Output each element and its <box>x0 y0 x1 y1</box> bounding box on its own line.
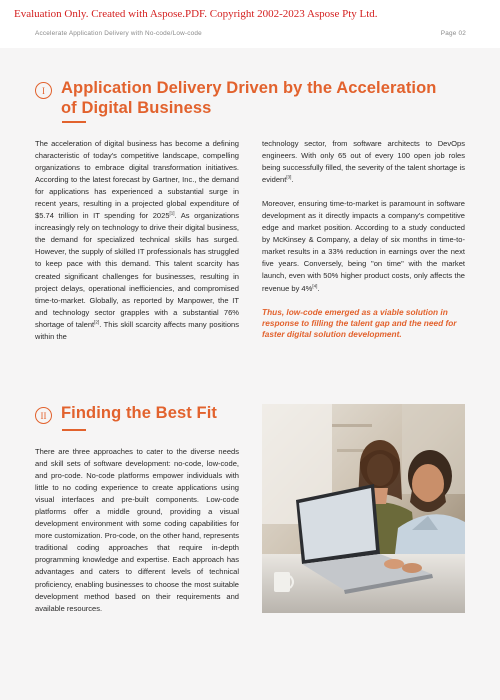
paragraph-text: technology sector, from software architects to DevOps engineers. With only 65 out of every 100 open job roles being successfully filled, the severity of the talent shortage is evident <box>262 139 465 185</box>
paragraph-text: The acceleration of digital business has become a defining characteristic of today's competitive landscape, compelling organizations to embrace digital transformation initiatives. According to the latest forecast by Gartner, Inc., the demand for applications has experienced a substantial surge in recent years, resulting in a projected global expenditure of $5.74 trillion in IT spending for 2025 <box>35 139 239 221</box>
section-1-left-column <box>35 138 239 343</box>
document-title: Accelerate Application Delivery with No-code/Low-code <box>35 29 202 37</box>
section-2-numeral: II <box>35 407 52 424</box>
section-1-underline <box>62 121 86 123</box>
paragraph-text: Moreover, ensuring time-to-market is paramount in software development as it directly impacts a company's competitive edge and market position. According to a study conducted by McKinsey & Company, a delay of six months in time-to-market results in a 33% reduction in earnings over the next five years. Conversely, being "on time" with the market launch, even with 50% higher product costs, only affects the revenue by 4% <box>262 199 465 293</box>
paragraph-text: . <box>291 175 294 185</box>
paragraph-text: . As organizations increasingly rely on technology to drive their digital business, the demand for specialized technical skills has surged. However, the supply of skilled IT professionals has struggled to keep pace with this demand. This talent scarcity has created significant challenges for businesses, resulting in project delays, operational inefficiencies, and compromised time-to-market. Globally, as reported by Manpower, the IT and technology sector grapples with a substantial 76% shortage of talent <box>35 211 239 329</box>
section-2-paragraph: There are three approaches to cater to the diverse needs and skill sets of software development: no-code, low-code, and pro-code. No-code platforms empower individuals with little to no coding experience to create applications using visual interfaces and pre-built components. Low-code platforms offer a middle ground, providing a visual development environment with some coding capabilities for more customization. Pro-code, on the other hand, represents traditional coding approaches that require in-depth programming knowledge and expertise. Each approach has advantages and caters to different levels of technical proficiency, enabling businesses to choose the most suitable development method based on their requirements and available resources. <box>35 447 239 613</box>
colleagues-laptop-photo <box>262 404 465 613</box>
page-header <box>0 26 500 40</box>
section-1-paragraph-1 <box>35 138 239 343</box>
section-1-paragraph-continued <box>262 138 465 186</box>
evaluation-watermark: Evaluation Only. Created with Aspose.PDF. Copyright 2002-2023 Aspose Pty Ltd. <box>14 8 378 20</box>
section-2-underline <box>62 429 86 431</box>
reference-marker: [1] <box>169 210 175 216</box>
section-1-numeral: I <box>35 82 52 99</box>
section-2-heading <box>35 403 255 424</box>
reference-marker: [2] <box>94 319 100 325</box>
section-1-heading <box>35 78 455 118</box>
section-1-right-column <box>262 138 465 341</box>
reference-marker: [3] <box>286 174 292 180</box>
paragraph-text: . <box>317 283 320 293</box>
section-1-title: Application Delivery Driven by the Acceleration of Digital Business <box>61 79 437 117</box>
section-2-column <box>35 446 239 615</box>
paragraph-text: . This skill scarcity affects many positions within the <box>35 319 239 341</box>
section-2-title: Finding the Best Fit <box>61 404 217 422</box>
reference-marker: [4] <box>312 283 318 288</box>
page-number: Page 02 <box>440 29 466 37</box>
section-1-highlight-quote: Thus, low-code emerged as a viable solution in response to filling the talent gap and the need for faster digital solution development. <box>262 306 457 340</box>
section-1-paragraph-2 <box>262 198 465 294</box>
